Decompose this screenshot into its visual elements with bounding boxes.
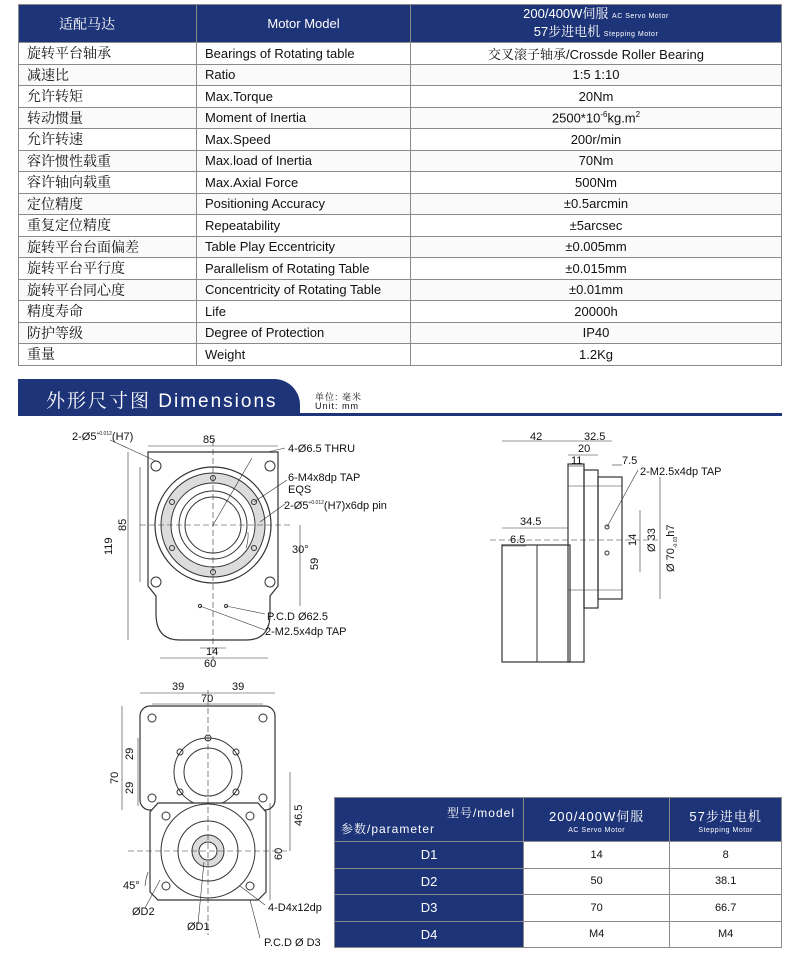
row-en: Ratio xyxy=(197,64,411,86)
inertia-base: 2500*10 xyxy=(551,110,601,126)
bottom-dim-46-5: 46.5 xyxy=(293,804,305,826)
row-value: 200r/min xyxy=(411,129,782,151)
row-value: 交叉滚子轴承/Crossde Roller Bearing xyxy=(411,43,782,65)
row-en: Table Play Eccentricity xyxy=(197,236,411,258)
col-stepper-en: Stepping Motor xyxy=(698,826,753,834)
row-en: Positioning Accuracy xyxy=(197,193,411,215)
side-dim-34-5: 34.5 xyxy=(520,516,542,528)
param-key: D3 xyxy=(335,895,524,922)
side-dim-7-5: 7.5 xyxy=(622,455,638,467)
inertia-unit: kg.m xyxy=(607,110,636,126)
row-value: IP40 xyxy=(411,322,782,344)
front-hole-h7: $2-Ø5^{+0.012}(H7)$ xyxy=(72,431,134,443)
side-dim-70: Ø $70_{-0.03}h7$ xyxy=(665,524,679,572)
front-angle-30: 30° xyxy=(292,544,309,556)
row-cn: 旋转平台台面偏差 xyxy=(19,236,197,258)
row-cn: 重复定位精度 xyxy=(19,215,197,237)
bottom-dim-70-top: 70 xyxy=(201,693,214,705)
row-value: 1.2Kg xyxy=(411,344,782,366)
side-dim-11: 11 xyxy=(571,455,583,467)
row-value: 20000h xyxy=(411,301,782,323)
col-stepper xyxy=(670,798,782,842)
table-row xyxy=(335,895,782,922)
header-motor-model: Motor Model xyxy=(197,5,411,43)
front-tap-holes: 6-M4x8dp TAP xyxy=(288,472,361,484)
row-en: Max.Torque xyxy=(197,86,411,108)
front-pin: $2-Ø5^{+0.012}(H7)x6dp$ pin xyxy=(284,500,387,512)
row-cn: 旋转平台轴承 xyxy=(19,43,197,65)
row-en: Max.load of Inertia xyxy=(197,150,411,172)
front-pcd: P.C.D Ø62.5 xyxy=(267,611,328,623)
side-dim-33: Ø 33 xyxy=(646,528,658,552)
row-en: Max.Axial Force xyxy=(197,172,411,194)
header-stepper-en: Stepping Motor xyxy=(603,30,659,38)
unit-label-cn: 单位: 毫米 xyxy=(315,392,363,402)
table-row xyxy=(335,868,782,895)
row-cn: 容许轴向载重 xyxy=(19,172,197,194)
bottom-dim-60: 60 xyxy=(273,847,285,860)
row-cn: 重量 xyxy=(19,344,197,366)
row-cn: 定位精度 xyxy=(19,193,197,215)
header-stepper-cn: 57步进电机 xyxy=(533,23,601,39)
bottom-dim-39a: 39 xyxy=(172,681,185,693)
row-en: Weight xyxy=(197,344,411,366)
front-dim-119: 119 xyxy=(103,537,115,555)
front-dim-85-height: 85 xyxy=(117,518,129,531)
side-view xyxy=(490,441,660,662)
param-key: D2 xyxy=(335,868,524,895)
front-tap2: 2-M2.5x4dp TAP xyxy=(265,626,347,638)
col-stepper-cn: 57步进电机 xyxy=(689,808,762,824)
bottom-d2: ØD2 xyxy=(132,906,155,918)
bottom-d4: 4-D4x12dp xyxy=(268,902,322,914)
front-dim-14: 14 xyxy=(206,646,219,658)
row-cn: 防护等级 xyxy=(19,322,197,344)
row-value: 20Nm xyxy=(411,86,782,108)
stepper-value: 8 xyxy=(670,842,782,869)
side-dim-32-5: 32.5 xyxy=(584,431,606,443)
servo-value: 70 xyxy=(524,895,670,922)
stepper-value: M4 xyxy=(670,921,782,948)
d-table-corner-label xyxy=(335,798,524,842)
row-value: ±5arcsec xyxy=(411,215,782,237)
row-cn: 转动惯量 xyxy=(19,107,197,129)
stepper-value: 66.7 xyxy=(670,895,782,922)
row-en: Bearings of Rotating table xyxy=(197,43,411,65)
servo-value: 14 xyxy=(524,842,670,869)
header-servo-en: AC Servo Motor xyxy=(612,12,669,20)
front-thru-holes: 4-Ø6.5 THRU xyxy=(288,443,356,455)
side-dim-42: 42 xyxy=(530,431,543,443)
header-adapted-motor: 适配马达 xyxy=(19,5,197,43)
row-cn: 精度寿命 xyxy=(19,301,197,323)
param-key: D1 xyxy=(335,842,524,869)
row-en: Life xyxy=(197,301,411,323)
row-cn: 允许转矩 xyxy=(19,86,197,108)
row-en: Concentricity of Rotating Table xyxy=(197,279,411,301)
col-servo xyxy=(524,798,670,842)
row-en: Parallelism of Rotating Table xyxy=(197,258,411,280)
row-value: 1:5 1:10 xyxy=(411,64,782,86)
row-value: ±0.01mm xyxy=(411,279,782,301)
servo-value: M4 xyxy=(524,921,670,948)
front-eqs: EQS xyxy=(288,484,312,496)
d-parameter-table xyxy=(334,797,782,948)
side-dim-20: 20 xyxy=(578,443,591,455)
stepper-value: 38.1 xyxy=(670,868,782,895)
bottom-dim-70-left: 70 xyxy=(109,771,121,784)
front-dim-85-width: 85 xyxy=(203,434,216,446)
row-value: 70Nm xyxy=(411,150,782,172)
section-title: 外形尺寸图 Dimensions xyxy=(46,391,278,412)
bottom-pcd: P.C.D Ø D3 xyxy=(264,937,321,949)
row-cn: 允许转速 xyxy=(19,129,197,151)
table-row xyxy=(335,842,782,869)
inertia-exp: -6 xyxy=(600,110,608,120)
d-table-header-row xyxy=(335,798,782,842)
bottom-d1: ØD1 xyxy=(187,921,210,933)
bottom-view xyxy=(122,690,290,938)
row-value: 500Nm xyxy=(411,172,782,194)
row-cn: 容许惯性载重 xyxy=(19,150,197,172)
row-en: Degree of Protection xyxy=(197,322,411,344)
front-dim-59: 59 xyxy=(309,557,321,570)
row-en: Repeatability xyxy=(197,215,411,237)
bottom-dim-29a: 29 xyxy=(124,747,136,760)
side-dim-6-5: 6.5 xyxy=(510,534,526,546)
label-parameter: 参数/parameter xyxy=(341,822,436,836)
side-tap: 2-M2.5x4dp TAP xyxy=(640,466,722,478)
inertia-unit-exp: 2 xyxy=(635,110,641,120)
table-row xyxy=(335,921,782,948)
front-dim-60: 60 xyxy=(204,658,217,670)
row-cn: 旋转平台平行度 xyxy=(19,258,197,280)
row-cn: 旋转平台同心度 xyxy=(19,279,197,301)
header-servo-cn: 200/400W伺服 xyxy=(523,5,609,21)
bottom-angle-45: 45° xyxy=(123,880,140,892)
row-value: ±0.5arcmin xyxy=(411,193,782,215)
row-en: Max.Speed xyxy=(197,129,411,151)
bottom-dim-39b: 39 xyxy=(232,681,245,693)
unit-label-en: Unit: mm xyxy=(315,401,359,411)
label-model: 型号/model xyxy=(446,806,515,820)
col-servo-cn: 200/400W伺服 xyxy=(549,808,645,824)
bottom-dim-29b: 29 xyxy=(124,781,136,794)
row-value: ±0.015mm xyxy=(411,258,782,280)
row-cn: 减速比 xyxy=(19,64,197,86)
servo-value: 50 xyxy=(524,868,670,895)
col-servo-en: AC Servo Motor xyxy=(568,826,626,834)
side-dim-14: 14 xyxy=(627,533,639,546)
row-en: Moment of Inertia xyxy=(197,107,411,129)
row-value: ±0.005mm xyxy=(411,236,782,258)
param-key: D4 xyxy=(335,921,524,948)
